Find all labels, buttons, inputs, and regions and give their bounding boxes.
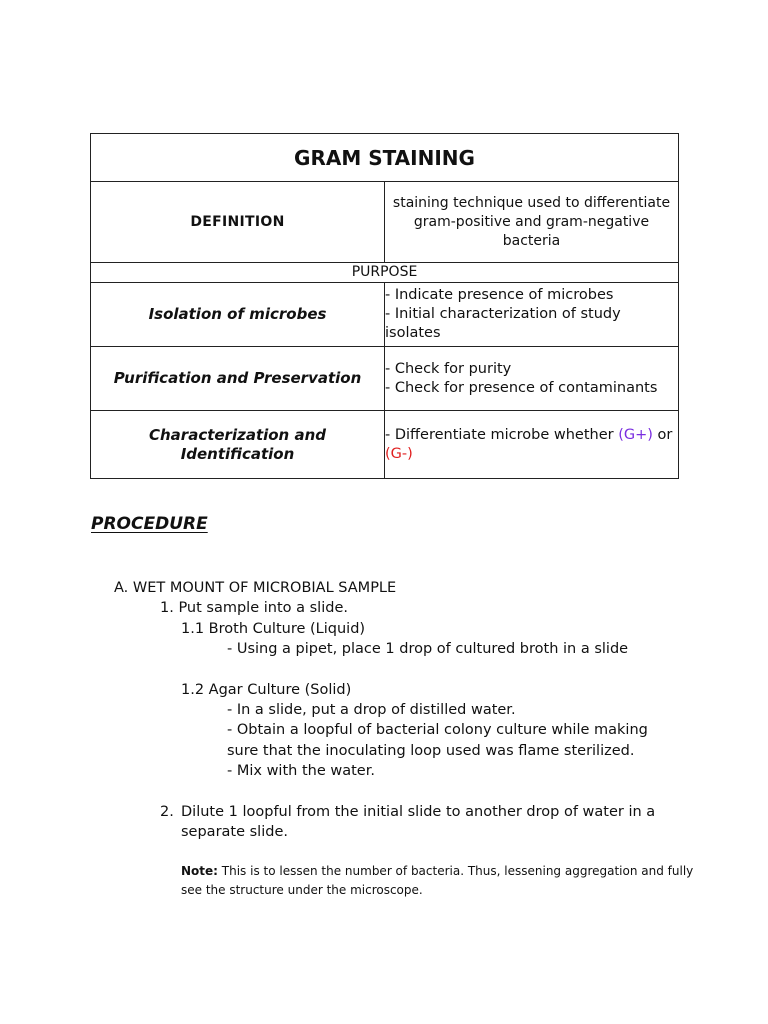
gram-negative-label: (G-) bbox=[385, 445, 413, 462]
row-line: - Check for presence of contaminants bbox=[385, 379, 658, 396]
row-label-purification: Purification and Preservation bbox=[91, 347, 385, 411]
or-text: or bbox=[652, 426, 673, 443]
step-1-1-a: - Using a pipet, place 1 drop of cultured broth in a slide bbox=[227, 641, 629, 657]
definition-text: staining technique used to differentiate gram-positive and gram-negative bacteria bbox=[385, 182, 679, 263]
section-a-heading: A. WET MOUNT OF MICROBIAL SAMPLE bbox=[114, 580, 397, 596]
row-content-characterization bbox=[385, 411, 679, 479]
gram-staining-table bbox=[90, 133, 679, 479]
step-2-line-1: Dilute 1 loopful from the initial slide to another drop of water in a bbox=[181, 804, 656, 820]
note-paragraph bbox=[181, 862, 701, 900]
step-1-2: 1.2 Agar Culture (Solid) bbox=[181, 682, 352, 698]
step-1-2-a: - In a slide, put a drop of distilled water. bbox=[227, 702, 516, 718]
step-1-2-b: - Obtain a loopful of bacterial colony culture while making bbox=[227, 722, 648, 738]
table-title: GRAM STAINING bbox=[91, 134, 679, 182]
row-label-isolation: Isolation of microbes bbox=[91, 283, 385, 347]
procedure-heading: PROCEDURE bbox=[91, 514, 208, 534]
table-row bbox=[91, 347, 679, 411]
step-1: 1. Put sample into a slide. bbox=[160, 600, 348, 616]
note-text: This is to lessen the number of bacteria. Thus, lessening aggregation and fully see the structure under the microscope. bbox=[181, 864, 694, 897]
row-content-purification bbox=[385, 347, 679, 411]
table-row bbox=[91, 411, 679, 479]
row-content-isolation bbox=[385, 283, 679, 347]
purpose-label: PURPOSE bbox=[91, 263, 679, 283]
row-label-characterization: Characterization and Identification bbox=[91, 411, 385, 479]
row-line: - Initial characterization of study isolates bbox=[385, 306, 621, 341]
row-line: - Check for purity bbox=[385, 360, 512, 377]
table-row bbox=[91, 283, 679, 347]
gram-positive-label: (G+) bbox=[618, 426, 653, 443]
step-1-2-b-cont: sure that the inoculating loop used was flame sterilized. bbox=[227, 743, 635, 759]
step-2-number: 2. bbox=[160, 804, 174, 820]
step-1-1: 1.1 Broth Culture (Liquid) bbox=[181, 621, 366, 637]
step-1-2-c: - Mix with the water. bbox=[227, 763, 375, 779]
row-line: - Indicate presence of microbes bbox=[385, 287, 614, 303]
row-text: - Differentiate microbe whether bbox=[385, 426, 619, 443]
note-label: Note: bbox=[181, 864, 218, 878]
step-2-line-2: separate slide. bbox=[181, 824, 288, 840]
definition-label: DEFINITION bbox=[91, 182, 385, 263]
